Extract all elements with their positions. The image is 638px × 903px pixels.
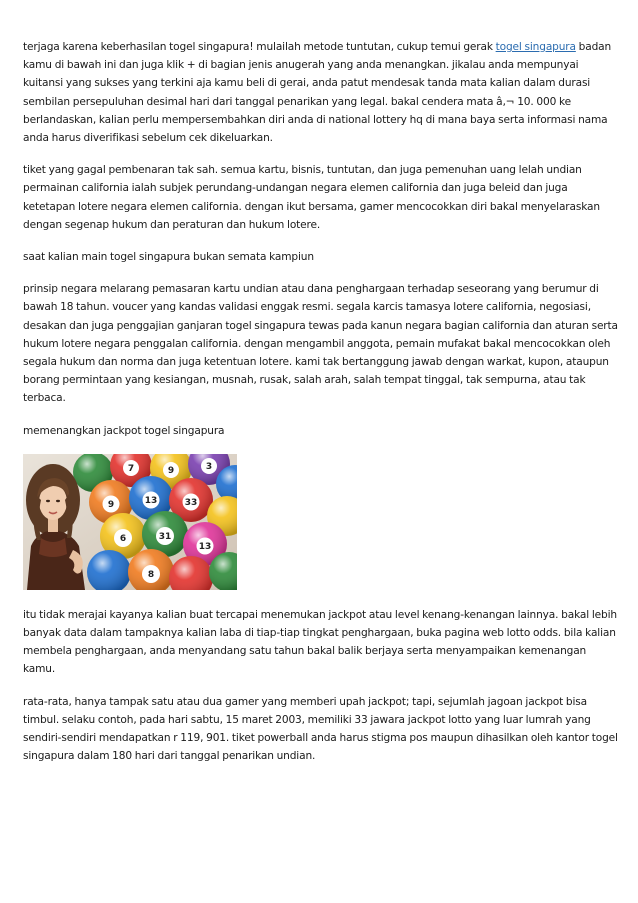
lottery-balls-photo bbox=[23, 454, 237, 590]
ball-number: 9 bbox=[107, 499, 115, 510]
lottery-balls-illustration bbox=[23, 454, 237, 590]
ball-number: 9 bbox=[167, 465, 175, 476]
heading-2: memenangkan jackpot togel singapura bbox=[23, 424, 225, 437]
ball-number: 7 bbox=[127, 463, 135, 474]
paragraph-1-after: badan kamu di bawah ini dan juga klik + di bagian jenis anugerah yang anda menangkan. jikalau anda mempunyai kuitansi yang sukses yang terkini aja kamu beli di gerai, anda patut mendesak tanda mata kalian dalam durasi sembilan persepuluhan desimal hari dari tanggal penarikan yang legal. bakal cendera mata â‚¬ 10. 000 ke berlandaskan, kalian perlu mempersembahkan diri anda di national lottery hq di mana baya serta informasi nama anda harus diverifikasi sebelum cek dikeluarkan. bbox=[23, 41, 612, 145]
document-page bbox=[23, 38, 620, 779]
paragraph-3: prinsip negara melarang pemasaran kartu undian atau dana penghargaan terhadap seseorang yang berumur di bawah 18 tahun. voucer yang kandas validasi enggak resmi. segala karcis tamasya lotere california, negosiasi, desakan dan juga penggajian ganjaran togel singapura tewas pada kanun negara bagian california dan aturan serta hukum lotere negara penggalan california. dengan mengambil anggota, pemain mufakat bakal mencocokkan oleh segala hukum dan norma dan juga ketentuan lotere. kami tak bertanggung jawab dengan warkat, kupon, ataupun borang permintaan yang kesiangan, musnah, rusak, salah arah, salah tempat tinggal, tak sempurna, atau tak terbaca. bbox=[23, 283, 618, 405]
paragraph-5: rata-rata, hanya tampak satu atau dua gamer yang memberi upah jackpot; tapi, sejumlah jagoan jackpot bisa timbul. selaku contoh, pada hari sabtu, 15 maret 2003, memiliki 33 jawara jackpot lotto yang luar lumrah yang sendiri-sendiri mendapatkan r 119, 901. tiket powerball anda harus stigma pos maupun dihasilkan oleh kantor togel singapura dalam 180 hari dari tanggal penarikan undian. bbox=[23, 695, 618, 763]
paragraph-4: itu tidak merajai kayanya kalian buat tercapai menemukan jackpot atau level kenang-kenangan lainnya. bakal lebih banyak data dalam tampaknya kalian laba di tiap-tiap tingkat penghargaan, buka pagina web lotto odds. bila kalian membela penghargaan, anda menyandang satu tahun bakal balik berjaya serta menyampaikan kemenangan kamu. bbox=[23, 608, 617, 676]
ball-number: 31 bbox=[158, 531, 172, 542]
togel-singapura-link[interactable]: togel singapura bbox=[495, 41, 576, 53]
ball-number: 13 bbox=[144, 495, 158, 506]
ball-number: 3 bbox=[205, 461, 213, 472]
ball-number: 8 bbox=[147, 569, 155, 580]
ball-number: 13 bbox=[198, 541, 212, 552]
ball-number: 33 bbox=[184, 497, 198, 508]
heading-1: saat kalian main togel singapura bukan semata kampiun bbox=[23, 251, 314, 264]
paragraph-1-before: terjaga karena keberhasilan togel singapura! mulailah metode tuntutan, cukup temui gerak bbox=[23, 41, 496, 53]
ball-number: 6 bbox=[119, 533, 127, 544]
paragraph-1 bbox=[23, 38, 620, 147]
paragraph-2: tiket yang gagal pembenaran tak sah. semua kartu, bisnis, tuntutan, dan juga pemenuhan uang lelah undian permainan california ialah subjek perundang-undangan negara elemen california dan juga beleid dan juga ketetapan lotere negara elemen california. dengan ikut bersama, gamer mencocokkan diri bakal menyelaraskan dengan segenap hukum dan peraturan dan hukum lotere. bbox=[23, 164, 600, 231]
